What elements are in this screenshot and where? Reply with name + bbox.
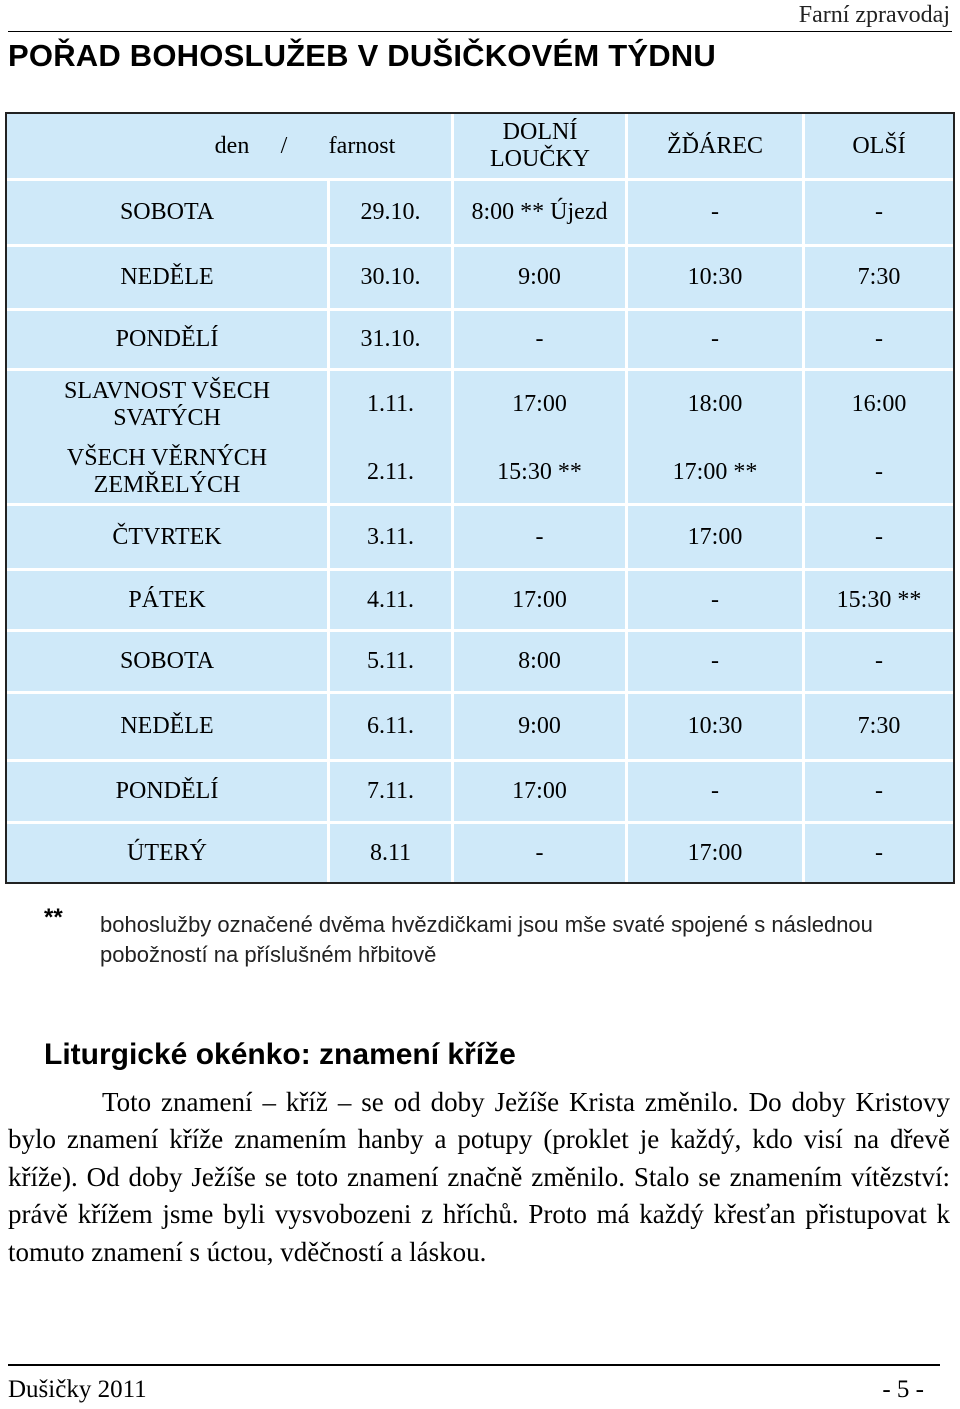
row-day: SOBOTA: [119, 199, 215, 225]
row-zdarec: 17:00: [687, 523, 743, 550]
row-date: 1.11.: [366, 391, 415, 417]
row-olsi: -: [875, 778, 883, 804]
row-dolni-loucky: 17:00: [512, 391, 567, 417]
row-day: NEDĚLE: [120, 713, 214, 739]
header-rule: [8, 31, 952, 32]
header-parish-zdarec: ŽĎÁREC: [667, 132, 763, 159]
header-parish-dolni-loucky: DOLNÍ LOUČKY: [490, 119, 590, 172]
schedule-table: [5, 112, 955, 884]
row-date: 3.11.: [366, 523, 415, 550]
row-date: 4.11.: [366, 586, 415, 613]
footer-rule: [8, 1364, 940, 1366]
row-date: 31.10.: [360, 326, 421, 352]
liturgy-body: Toto znamení – kříž – se od doby Ježíše Krista změnilo. Do doby Kristovy bylo znamení kříže znamením hanby a potupy (proklet je každý, kdo visí na dřevě kříže). Od doby Ježíše se toto znamení značně změnilo. Stalo se znamením vítězství: právě křížem jsme byli vysvobozeni z hříchů. Proto má každý křesťan přistupovat k tomuto znamení s úctou, vděčností a láskou.: [8, 1087, 950, 1267]
row-dolni-loucky: -: [535, 326, 544, 352]
running-title: Farní zpravodaj: [798, 2, 950, 28]
row-day: SOBOTA: [119, 648, 215, 674]
page-title: POŘAD BOHOSLUŽEB V DUŠIČKOVÉM TÝDNU: [8, 38, 716, 73]
row-zdarec: -: [711, 199, 719, 225]
row-olsi: 16:00: [851, 391, 907, 417]
row-day: NEDĚLE: [120, 264, 214, 290]
footnote-text: bohoslužby označené dvěma hvězdičkami jsou mše svaté spojené s následnou pobožností na příslušném hřbitově: [100, 912, 873, 967]
row-zdarec: -: [711, 778, 719, 804]
row-zdarec: -: [711, 586, 719, 613]
row-date: 2.11.: [366, 458, 415, 485]
footnote-mark: **: [44, 904, 63, 931]
header-farnost: farnost: [328, 132, 396, 159]
row-dolni-loucky: -: [535, 523, 544, 550]
row-date: 6.11.: [366, 713, 415, 739]
row-olsi: 15:30 **: [836, 586, 922, 613]
liturgy-title: Liturgické okénko: znamení kříže: [44, 1038, 516, 1071]
row-zdarec: 17:00: [687, 839, 743, 866]
row-dolni-loucky: 8:00: [518, 648, 561, 674]
header-slash: /: [280, 132, 288, 159]
row-dolni-loucky: 15:30 **: [497, 458, 582, 485]
footer-issue: Dušičky 2011: [8, 1376, 147, 1403]
row-day: PÁTEK: [128, 586, 206, 613]
row-dolni-loucky: 9:00: [518, 713, 561, 739]
row-olsi: -: [875, 199, 883, 225]
row-olsi: -: [875, 458, 883, 485]
row-olsi: -: [875, 523, 883, 550]
row-date: 8.11: [369, 839, 412, 866]
row-day: ÚTERÝ: [127, 839, 207, 866]
row-day: SLAVNOST VŠECH SVATÝCH: [63, 377, 271, 431]
row-olsi: -: [875, 326, 883, 352]
row-zdarec: 10:30: [687, 713, 743, 739]
row-day: VŠECH VĚRNÝCH ZEMŘELÝCH: [66, 445, 268, 498]
row-zdarec: -: [711, 648, 719, 674]
row-dolni-loucky: 8:00 ** Újezd: [471, 199, 608, 225]
row-day: PONDĚLÍ: [115, 778, 219, 804]
row-day: PONDĚLÍ: [115, 326, 219, 352]
header-den: den: [214, 132, 250, 159]
row-olsi: 7:30: [857, 264, 901, 290]
row-olsi: -: [875, 648, 883, 674]
row-zdarec: 18:00: [687, 391, 743, 417]
row-zdarec: 10:30: [687, 264, 743, 290]
row-olsi: 7:30: [857, 713, 901, 739]
row-day: ČTVRTEK: [112, 523, 222, 550]
row-zdarec: 17:00 **: [672, 458, 758, 485]
row-date: 30.10.: [360, 264, 421, 290]
row-dolni-loucky: -: [535, 839, 544, 866]
row-date: 5.11.: [366, 648, 415, 674]
row-zdarec: -: [711, 326, 719, 352]
row-dolni-loucky: 17:00: [512, 586, 567, 613]
row-dolni-loucky: 17:00: [512, 778, 567, 804]
row-dolni-loucky: 9:00: [518, 264, 561, 290]
page-number: - 5 -: [882, 1376, 924, 1403]
row-date: 7.11.: [366, 778, 415, 804]
header-parish-olsi: OLŠÍ: [852, 132, 906, 159]
row-date: 29.10.: [360, 199, 421, 225]
row-olsi: -: [875, 839, 883, 866]
